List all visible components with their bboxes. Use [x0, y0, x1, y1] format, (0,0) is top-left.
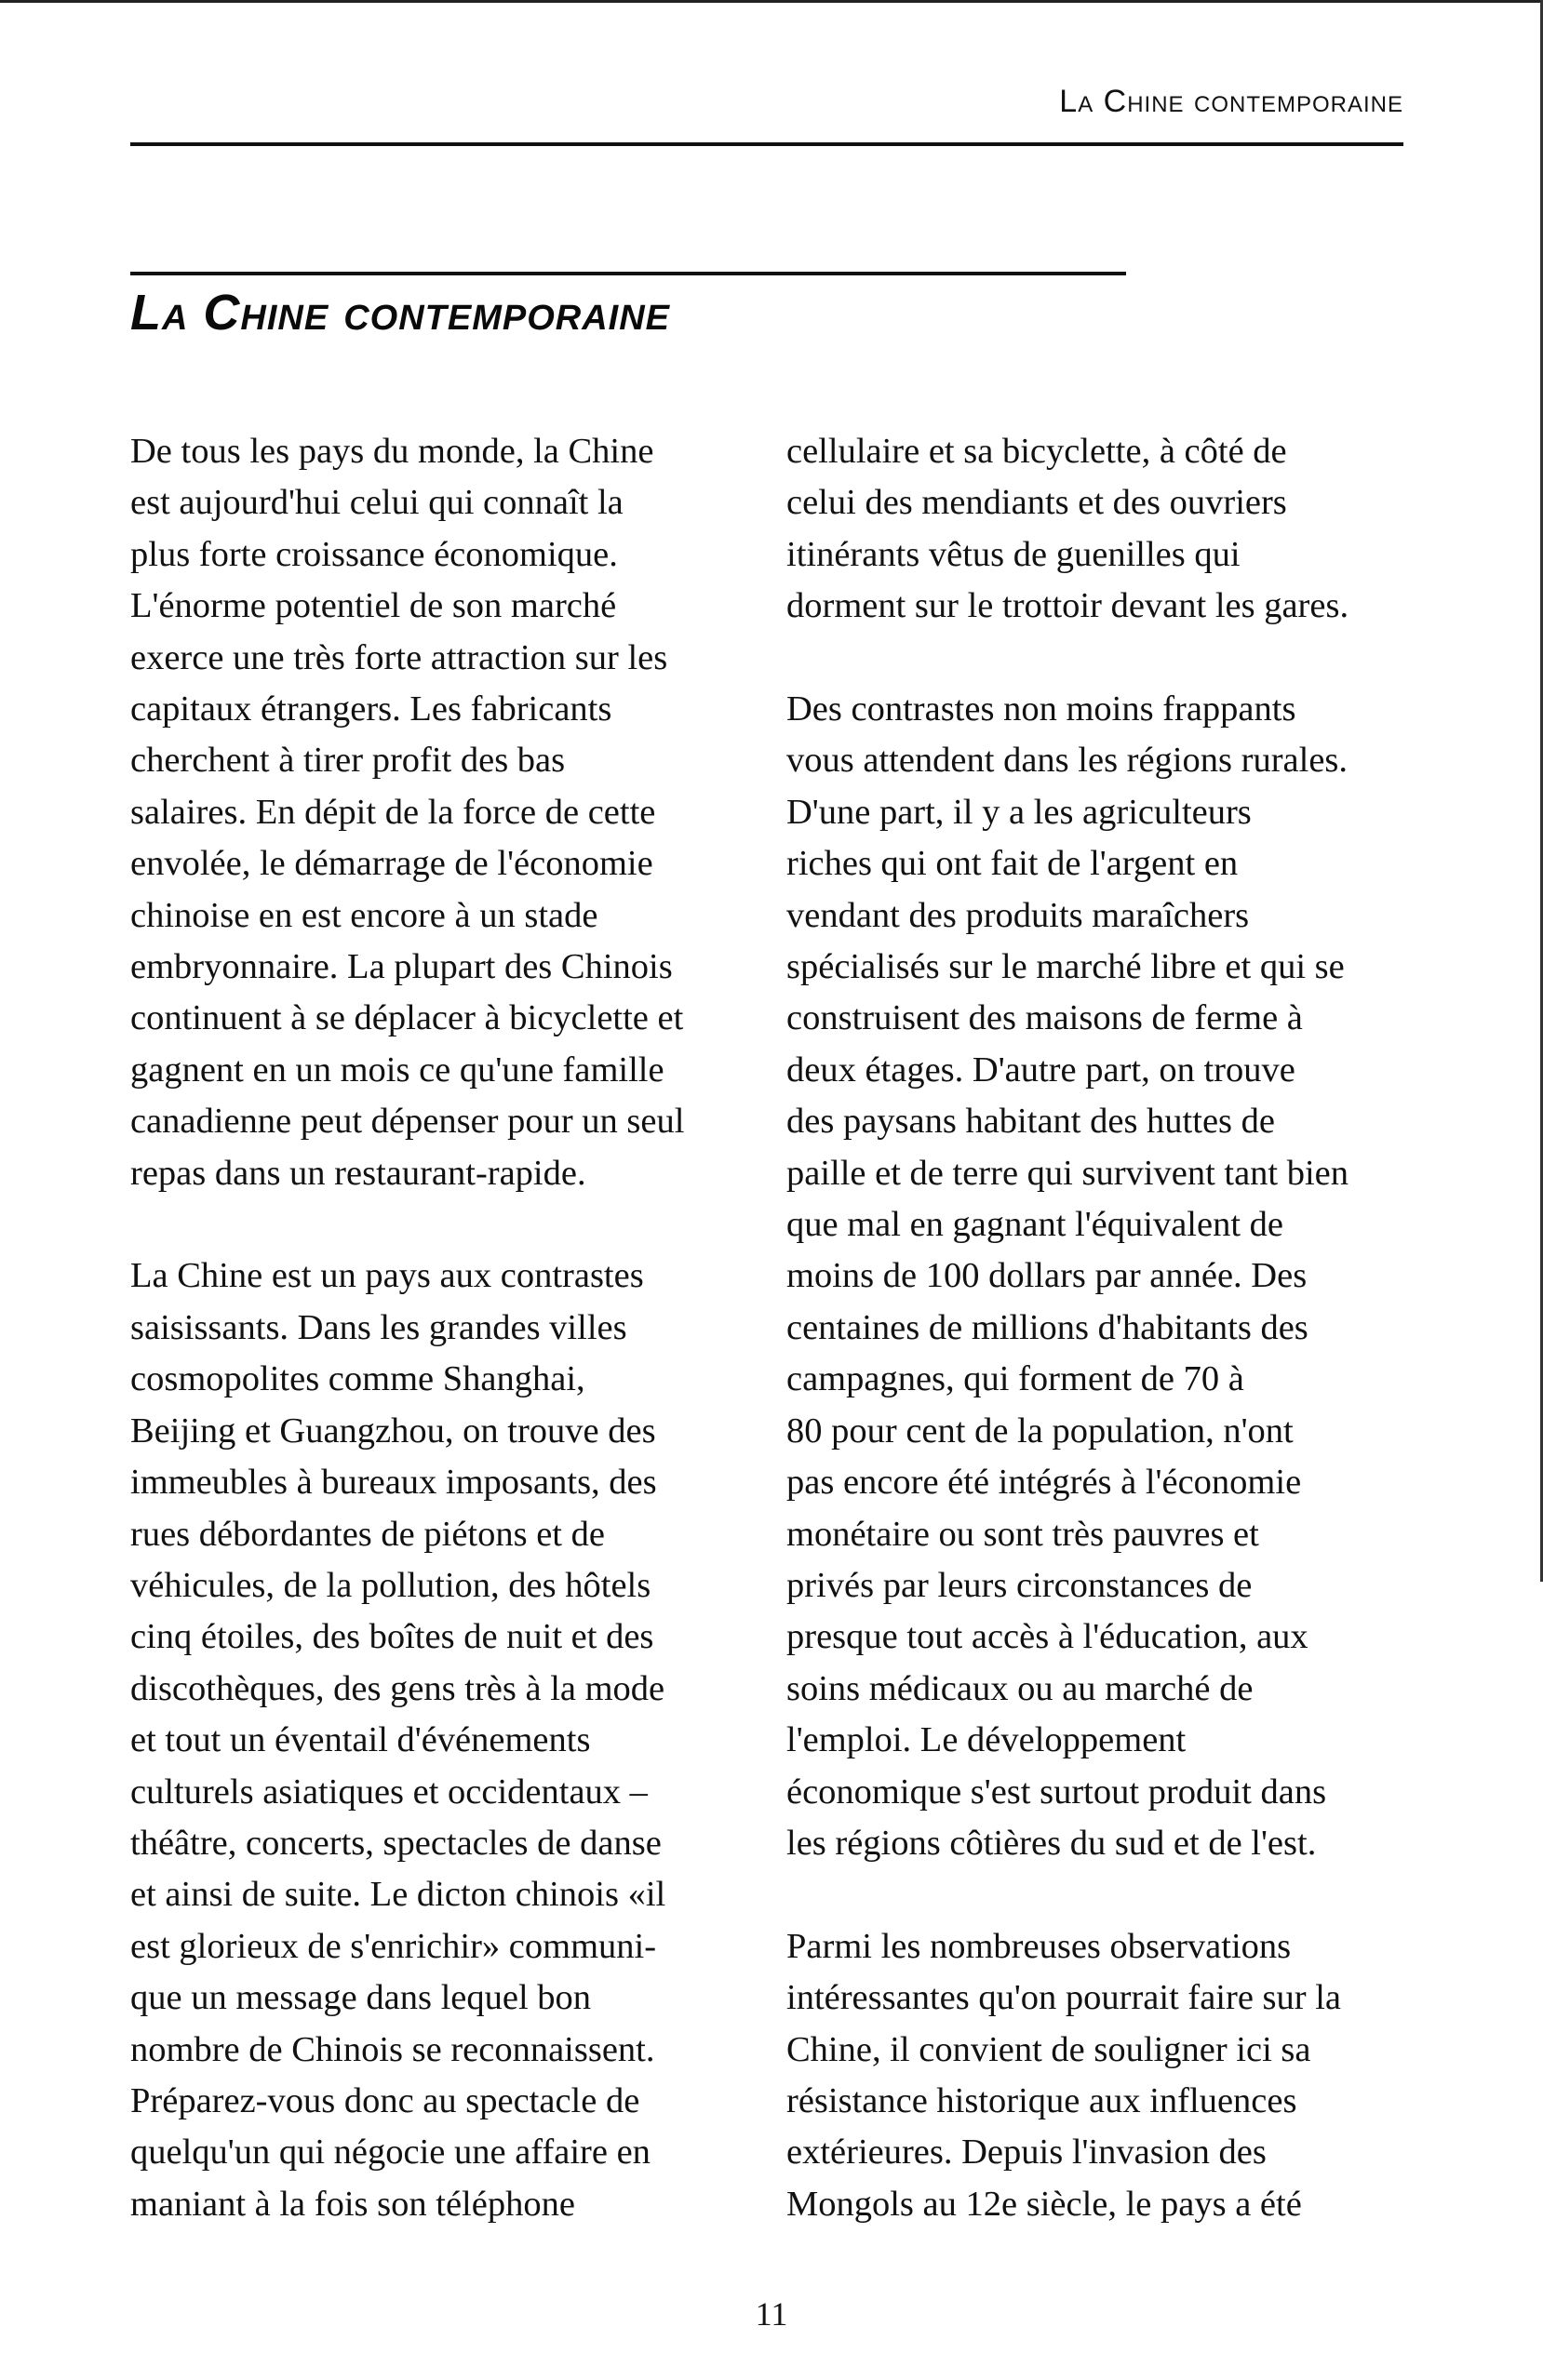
text-line: capitaux étrangers. Les fabricants	[130, 689, 612, 729]
text-line: chinoise en est encore à un stade	[130, 895, 598, 935]
top-border-rule	[0, 0, 1543, 3]
text-line: Chine, il convient de souligner ici sa	[786, 2029, 1311, 2069]
text-line: vendant des produits maraîchers	[786, 895, 1250, 935]
text-line: centaines de millions d'habitants des	[786, 1307, 1308, 1347]
text-line: économique s'est surtout produit dans	[786, 1772, 1327, 1812]
text-line: cherchent à tirer profit des bas	[130, 741, 566, 781]
text-line: De tous les pays du monde, la Chine	[130, 432, 654, 471]
text-line: et tout un éventail d'événements	[130, 1720, 591, 1760]
text-line: saisissants. Dans les grandes villes	[130, 1307, 627, 1347]
text-line: envolée, le démarrage de l'économie	[130, 844, 653, 884]
text-line: 80 pour cent de la population, n'ont	[786, 1411, 1294, 1451]
text-line: que un message dans lequel bon	[130, 1978, 592, 2018]
text-line: paille et de terre qui survivent tant bien	[786, 1153, 1349, 1193]
text-line: Préparez-vous donc au spectacle de	[130, 2080, 640, 2120]
text-line: continuent à se déplacer à bicyclette et	[130, 998, 684, 1038]
text-line: les régions côtières du sud et de l'est.	[786, 1823, 1317, 1863]
text-line: deux étages. D'autre part, on trouve	[786, 1050, 1295, 1090]
text-line: monétaire ou sont très pauvres et	[786, 1514, 1259, 1554]
text-line: Mongols au 12e siècle, le pays a été	[786, 2184, 1302, 2224]
page-number: 11	[755, 2295, 788, 2333]
right-column	[786, 426, 1419, 2282]
chapter-title: La Chine contemporaine	[130, 285, 671, 341]
text-line: des paysans habitant des huttes de	[786, 1102, 1275, 1142]
paragraph	[130, 1250, 763, 2230]
text-line: campagnes, qui forment de 70 à	[786, 1359, 1244, 1399]
text-line: gagnent en un mois ce qu'une famille	[130, 1050, 664, 1090]
text-line: intéressantes qu'on pourrait faire sur la	[786, 1978, 1341, 2018]
text-line: quelqu'un qui négocie une affaire en	[130, 2133, 651, 2173]
paragraph	[786, 426, 1419, 633]
text-line: est aujourd'hui celui qui connaît la	[130, 483, 624, 523]
text-line: véhicules, de la pollution, des hôtels	[130, 1565, 651, 1605]
text-line: moins de 100 dollars par année. Des	[786, 1256, 1308, 1296]
text-line: canadienne peut dépenser pour un seul	[130, 1102, 685, 1142]
text-line: culturels asiatiques et occidentaux –	[130, 1772, 648, 1812]
text-line: Beijing et Guangzhou, on trouve des	[130, 1411, 656, 1451]
text-line: extérieures. Depuis l'invasion des	[786, 2133, 1267, 2173]
text-line: pas encore été intégrés à l'économie	[786, 1463, 1302, 1503]
text-line: immeubles à bureaux imposants, des	[130, 1463, 657, 1503]
text-line: maniant à la fois son téléphone	[130, 2184, 575, 2224]
text-line: presque tout accès à l'éducation, aux	[786, 1617, 1308, 1657]
text-line: l'emploi. Le développement	[786, 1720, 1187, 1760]
text-line: Des contrastes non moins frappants	[786, 689, 1296, 729]
text-line: exerce une très forte attraction sur les	[130, 637, 668, 677]
text-line: D'une part, il y a les agriculteurs	[786, 792, 1252, 832]
title-rule	[130, 272, 1126, 275]
text-line: celui des mendiants et des ouvriers	[786, 483, 1287, 523]
paragraph	[786, 1921, 1419, 2230]
left-column	[130, 426, 763, 2282]
text-line: itinérants vêtus de guenilles qui	[786, 534, 1241, 574]
text-line: La Chine est un pays aux contrastes	[130, 1256, 644, 1296]
text-line: et ainsi de suite. Le dicton chinois «il	[130, 1875, 666, 1915]
running-header: La Chine contemporaine	[1059, 84, 1403, 119]
text-line: spécialisés sur le marché libre et qui se	[786, 947, 1345, 987]
text-line: L'énorme potentiel de son marché	[130, 586, 617, 626]
text-line: salaires. En dépit de la force de cette	[130, 792, 656, 832]
text-line: repas dans un restaurant-rapide.	[130, 1153, 586, 1193]
text-line: vous attendent dans les régions rurales.	[786, 741, 1348, 781]
paragraph	[130, 426, 763, 1199]
text-line: dorment sur le trottoir devant les gares.	[786, 586, 1349, 626]
text-line: cinq étoiles, des boîtes de nuit et des	[130, 1617, 654, 1657]
header-rule	[130, 142, 1403, 146]
text-line: construisent des maisons de ferme à	[786, 998, 1303, 1038]
text-line: nombre de Chinois se reconnaissent.	[130, 2029, 655, 2069]
text-line: privés par leurs circonstances de	[786, 1565, 1253, 1605]
text-line: soins médicaux ou au marché de	[786, 1668, 1254, 1708]
text-line: théâtre, concerts, spectacles de danse	[130, 1823, 662, 1863]
text-line: est glorieux de s'enrichir» communi-	[130, 1926, 657, 1966]
text-line: cosmopolites comme Shanghai,	[130, 1359, 585, 1399]
text-line: discothèques, des gens très à la mode	[130, 1668, 665, 1708]
text-line: embryonnaire. La plupart des Chinois	[130, 947, 673, 987]
text-line: cellulaire et sa bicyclette, à côté de	[786, 432, 1287, 471]
text-line: riches qui ont fait de l'argent en	[786, 844, 1239, 884]
text-line: Parmi les nombreuses observations	[786, 1926, 1292, 1966]
text-line: résistance historique aux influences	[786, 2080, 1297, 2120]
text-line: que mal en gagnant l'équivalent de	[786, 1205, 1283, 1245]
text-line: plus forte croissance économique.	[130, 534, 618, 574]
text-line: rues débordantes de piétons et de	[130, 1514, 605, 1554]
paragraph	[786, 684, 1419, 1869]
